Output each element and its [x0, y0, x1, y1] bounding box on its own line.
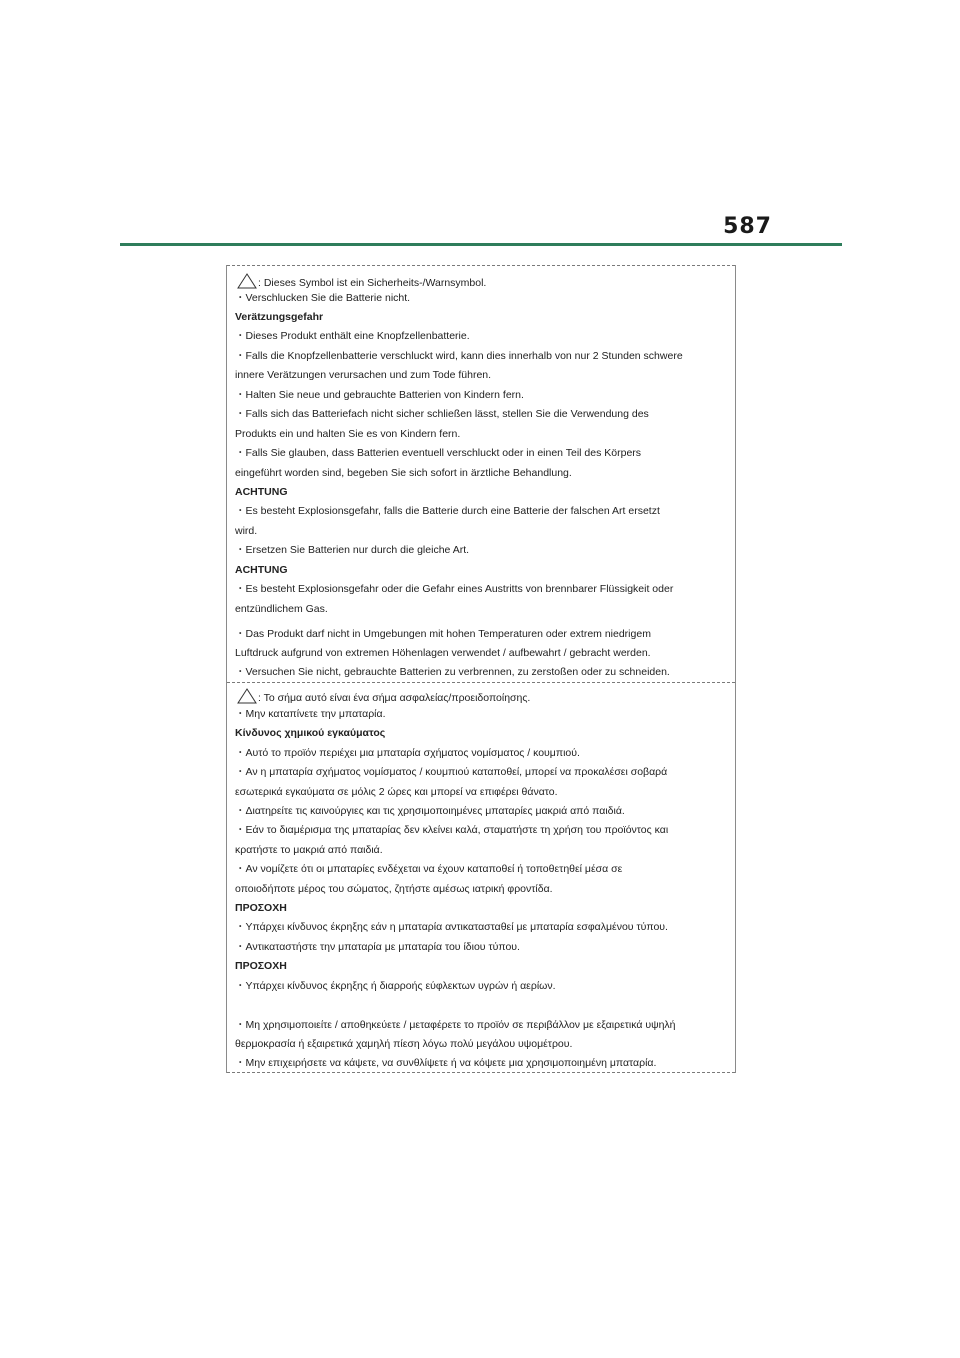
- greek-heading: Κίνδυνος χημικού εγκαύματος: [235, 727, 386, 739]
- greek-line: εσωτερικά εγκαύματα σε μόλις 2 ώρες και μπορεί να επιφέρει θάνατο.: [235, 786, 558, 798]
- german-heading: ACHTUNG: [235, 486, 288, 498]
- greek-line: ・Υπάρχει κίνδυνος έκρηξης ή διαρροής εύφλεκτων υγρών ή αερίων.: [235, 980, 556, 992]
- warning-triangle-icon: [237, 688, 257, 704]
- german-line: ・Es besteht Explosionsgefahr oder die Gefahr eines Austritts von brennbarer Flüssigkeit oder: [235, 583, 674, 595]
- greek-symbol-line: [235, 688, 530, 705]
- header-rule: [120, 243, 842, 246]
- german-line: ・Versuchen Sie nicht, gebrauchte Batterien zu verbrennen, zu zerstoßen oder zu schneiden.: [235, 666, 670, 678]
- greek-line: ・Διατηρείτε τις καινούργιες και τις χρησιμοποιημένες μπαταρίες μακριά από παιδιά.: [235, 805, 625, 817]
- german-line: ・Falls sich das Batteriefach nicht sicher schließen lässt, stellen Sie die Verwendung des: [235, 408, 649, 420]
- greek-line: ・Αντικαταστήστε την μπαταρία με μπαταρία του ίδιου τύπου.: [235, 941, 520, 953]
- german-line: ・Falls Sie glauben, dass Batterien eventuell verschluckt oder in einen Teil des Körpers: [235, 447, 642, 459]
- warning-box: [226, 265, 736, 1073]
- bottom-divider: [227, 1072, 735, 1073]
- greek-line: ・Αν η μπαταρία σχήματος νομίσματος / κουμπιού καταποθεί, μπορεί να προκαλέσει σοβαρά: [235, 766, 668, 778]
- german-line: eingeführt worden sind, begeben Sie sich sofort in ärztliche Behandlung.: [235, 467, 572, 479]
- german-line: ・Das Produkt darf nicht in Umgebungen mit hohen Temperaturen oder extrem niedrigem: [235, 628, 651, 640]
- german-line: Luftdruck aufgrund von extremen Höhenlagen verwendet / aufbewahrt / gebracht werden.: [235, 647, 651, 659]
- greek-line: ・Μη χρησιμοποιείτε / αποθηκεύετε / μεταφέρετε το προϊόν σε περιβάλλον με εξαιρετικά υψηλή: [235, 1019, 676, 1031]
- greek-line: θερμοκρασία ή εξαιρετικά χαμηλή πίεση λόγω πολύ μεγάλου υψομέτρου.: [235, 1038, 573, 1050]
- german-line: ・Ersetzen Sie Batterien nur durch die gleiche Art.: [235, 544, 470, 556]
- greek-line: ・Μην καταπίνετε την μπαταρία.: [235, 708, 386, 720]
- greek-line: ・Μην επιχειρήσετε να κάψετε, να συνθλίψετε ή να κόψετε μια χρησιμοποιημένη μπαταρία.: [235, 1057, 657, 1069]
- warning-triangle-icon: [237, 273, 257, 289]
- top-divider: [227, 265, 735, 266]
- german-heading: ACHTUNG: [235, 564, 288, 576]
- german-line: Produkts ein und halten Sie es von Kindern fern.: [235, 428, 461, 440]
- german-line: wird.: [235, 525, 258, 537]
- german-symbol-note: : Dieses Symbol ist ein Sicherheits-/Warnsymbol.: [258, 277, 487, 289]
- german-line: ・Halten Sie neue und gebrauchte Batterien von Kindern fern.: [235, 389, 524, 401]
- german-line: ・Es besteht Explosionsgefahr, falls die Batterie durch eine Batterie der falschen Art ersetzt: [235, 505, 660, 517]
- section-divider: [227, 682, 735, 683]
- greek-heading: ΠΡΟΣΟΧΗ: [235, 960, 287, 972]
- german-line: ・Verschlucken Sie die Batterie nicht.: [235, 292, 411, 304]
- greek-symbol-note: : Το σήμα αυτό είναι ένα σήμα ασφαλείας/προειδοποίησης.: [258, 692, 531, 704]
- german-symbol-line: [235, 273, 486, 290]
- greek-line: ・Αν νομίζετε ότι οι μπαταρίες ενδέχεται να έχουν καταποθεί ή τοποθετηθεί μέσα σε: [235, 863, 623, 875]
- greek-heading: ΠΡΟΣΟΧΗ: [235, 902, 287, 914]
- german-line: ・Falls die Knopfzellenbatterie verschluckt wird, kann dies innerhalb von nur 2 Stunden schwere: [235, 350, 683, 362]
- greek-line: κρατήστε το μακριά από παιδιά.: [235, 844, 383, 856]
- german-line: entzündlichem Gas.: [235, 603, 328, 615]
- greek-line: ・Εάν το διαμέρισμα της μπαταρίας δεν κλείνει καλά, σταματήστε τη χρήση του προϊόντος και: [235, 824, 669, 836]
- greek-line: ・Υπάρχει κίνδυνος έκρηξης εάν η μπαταρία αντικατασταθεί με μπαταρία εσφαλμένου τύπου.: [235, 921, 668, 933]
- german-line: innere Verätzungen verursachen und zum Tode führen.: [235, 369, 492, 381]
- page-number: 587: [723, 214, 772, 239]
- german-line: ・Dieses Produkt enthält eine Knopfzellenbatterie.: [235, 330, 470, 342]
- greek-line: οποιοδήποτε μέρος του σώματος, ζητήστε αμέσως ιατρική φροντίδα.: [235, 883, 553, 895]
- german-heading: Verätzungsgefahr: [235, 311, 324, 323]
- greek-line: ・Αυτό το προϊόν περιέχει μια μπαταρία σχήματος νομίσματος / κουμπιού.: [235, 747, 580, 759]
